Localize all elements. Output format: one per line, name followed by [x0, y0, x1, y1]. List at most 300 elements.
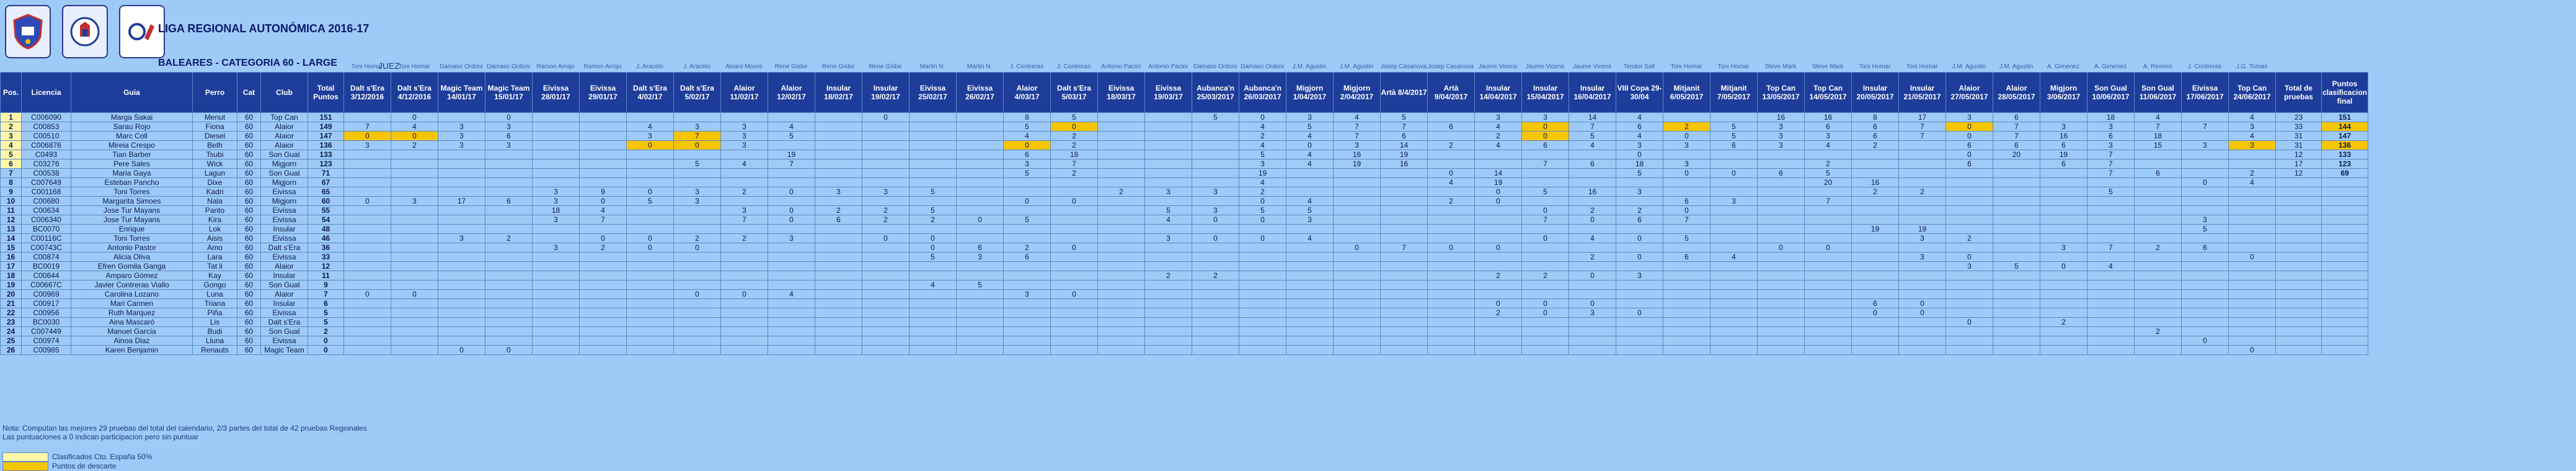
judge-name: J. Aracelo — [636, 63, 663, 70]
cell-trial-score — [438, 206, 485, 215]
cell-club: Eivissa — [261, 336, 308, 346]
cell-trial-score — [1051, 187, 1098, 197]
cell-trial-score — [533, 113, 580, 122]
cell-trial-score: 16 — [1381, 159, 1428, 169]
cell-trial-score: 2 — [1004, 243, 1051, 253]
cell-perro: Kira — [193, 215, 237, 225]
cell-trial-score: 4 — [1711, 253, 1758, 262]
cell-trial-score — [862, 150, 910, 159]
cell-guia: Alicia Oliva — [71, 253, 193, 262]
cell-trial-score: 4 — [721, 159, 768, 169]
cell-trial-score — [438, 299, 485, 308]
cell-trial-score — [1286, 318, 1334, 327]
cell-trial-score — [533, 225, 580, 234]
cell-trial-score: 3 — [2182, 215, 2229, 225]
cell-trial-score: 0 — [1946, 318, 1993, 327]
federation-logo — [5, 5, 51, 58]
cell-trial-score — [957, 206, 1004, 215]
cell-trial-score: 7 — [1334, 122, 1381, 132]
cell-pos: 2 — [1, 122, 22, 132]
cell-trial-score — [1946, 308, 1993, 318]
cell-trial-score — [485, 187, 533, 197]
cell-trial-score — [1758, 150, 1805, 159]
cell-club: Dalt s'Era — [261, 243, 308, 253]
cell-trial-score — [2040, 271, 2087, 280]
cell-trial-score — [627, 178, 674, 187]
cell-trial-score — [1616, 262, 1663, 271]
cell-cat: 60 — [237, 280, 261, 290]
cell-trial-score — [1004, 318, 1051, 327]
cell-trial-score: 3 — [1145, 187, 1192, 197]
cell-trial-score — [910, 169, 957, 178]
cell-trial-score: 4 — [580, 206, 627, 215]
cell-trial-score — [1711, 234, 1758, 243]
cell-trial-score — [768, 318, 815, 327]
cell-trial-score — [1616, 243, 1663, 253]
cell-trial-score — [485, 206, 533, 215]
cell-perro: Kay — [193, 271, 237, 280]
cell-pos: 14 — [1, 234, 22, 243]
cell-cat: 60 — [237, 327, 261, 336]
cell-trial-score — [438, 169, 485, 178]
cell-trial-score: 0 — [1522, 234, 1569, 243]
cell-trial-score: 5 — [2087, 187, 2135, 197]
cell-trial-score — [533, 327, 580, 336]
cell-cat: 60 — [237, 206, 261, 215]
cell-trial-score: 6 — [1004, 150, 1051, 159]
cell-total-pruebas — [2276, 206, 2322, 215]
judge-name: Martin N. — [967, 63, 993, 70]
cell-trial-score — [674, 169, 721, 178]
cell-trial-score — [2040, 206, 2087, 215]
cell-trial-score — [1711, 336, 1758, 346]
cell-perro: Lluna — [193, 336, 237, 346]
cell-trial-score — [1758, 234, 1805, 243]
cell-trial-score — [344, 308, 391, 318]
table-row — [1, 225, 2368, 234]
cell-trial-score — [910, 178, 957, 187]
cell-trial-score: 0 — [1239, 215, 1286, 225]
cell-cat: 60 — [237, 169, 261, 178]
cell-trial-score — [768, 262, 815, 271]
cell-trial-score — [862, 169, 910, 178]
cell-perro: Piña — [193, 308, 237, 318]
cell-trial-score — [721, 197, 768, 206]
cell-trial-score: 3 — [1522, 113, 1569, 122]
cell-trial-score — [957, 122, 1004, 132]
cell-trial-score — [2135, 299, 2182, 308]
cell-trial-score: 3 — [1286, 215, 1334, 225]
cell-trial-score: 4 — [2087, 262, 2135, 271]
cell-guia: Ruth Marquez — [71, 308, 193, 318]
cell-trial-score — [580, 290, 627, 299]
cell-trial-score: 0 — [580, 234, 627, 243]
cell-final — [2322, 206, 2368, 215]
cell-trial-score — [1004, 187, 1051, 197]
cell-trial-score — [1145, 336, 1192, 346]
cell-trial-score — [1286, 336, 1334, 346]
cell-cat: 60 — [237, 159, 261, 169]
cell-trial-score — [2087, 197, 2135, 206]
cell-guia: Aina Mascaró — [71, 318, 193, 327]
cell-trial-score: 6 — [1381, 132, 1428, 141]
cell-trial-score — [2229, 187, 2276, 197]
cell-trial-score: 2 — [815, 206, 862, 215]
cell-trial-score — [1192, 262, 1239, 271]
table-row — [1, 308, 2368, 318]
cell-trial-score — [1522, 197, 1569, 206]
cell-trial-score: 0 — [910, 243, 957, 253]
cell-trial-score — [533, 290, 580, 299]
cell-guia: Manuel García — [71, 327, 193, 336]
judge-name: Teodor Salt — [1623, 63, 1655, 70]
cell-trial-score: 5 — [1805, 169, 1852, 178]
cell-trial-score — [1616, 327, 1663, 336]
cell-trial-score — [1428, 225, 1475, 234]
cell-trial-score — [533, 280, 580, 290]
cell-trial-score: 6 — [1428, 122, 1475, 132]
cell-trial-score: 6 — [2087, 132, 2135, 141]
cell-trial-score — [1145, 113, 1192, 122]
cell-trial-score — [1899, 178, 1946, 187]
cell-trial-score — [391, 318, 438, 327]
cell-trial-score — [1192, 253, 1239, 262]
cell-trial-score — [1004, 234, 1051, 243]
cell-licencia: C00956 — [22, 308, 71, 318]
cell-total: 71 — [308, 169, 344, 178]
cell-trial-score — [1616, 336, 1663, 346]
cell-trial-score — [1711, 262, 1758, 271]
judge-name: Antonio Pacini — [1101, 63, 1141, 70]
cell-trial-score — [1899, 280, 1946, 290]
cell-trial-score — [1334, 290, 1381, 299]
cell-trial-score — [721, 169, 768, 178]
cell-trial-score — [580, 225, 627, 234]
cell-trial-score — [674, 225, 721, 234]
cell-trial-score: 0 — [862, 113, 910, 122]
cell-trial-score: 4 — [1805, 141, 1852, 150]
cell-pos: 4 — [1, 141, 22, 150]
col-header-trial: Eivissa 17/06/2017 — [2182, 73, 2229, 113]
cell-trial-score — [580, 169, 627, 178]
cell-trial-score: 0 — [1475, 243, 1522, 253]
cell-trial-score — [627, 336, 674, 346]
cell-trial-score — [1522, 346, 1569, 355]
cell-cat: 60 — [237, 234, 261, 243]
table-row — [1, 253, 2368, 262]
cell-guia: Amparo Gómez — [71, 271, 193, 280]
judge-name: J.M. Agustin — [1339, 63, 1374, 70]
cell-trial-score — [1051, 215, 1098, 225]
cell-trial-score: 0 — [1852, 308, 1899, 318]
cell-trial-score — [391, 169, 438, 178]
cell-trial-score — [580, 113, 627, 122]
cell-trial-score: 0 — [1663, 206, 1711, 215]
cell-trial-score: 3 — [1616, 187, 1663, 197]
judge-name: Rene Gisbe — [821, 63, 855, 70]
cell-trial-score — [1993, 327, 2040, 336]
table-row — [1, 290, 2368, 299]
cell-trial-score — [2040, 336, 2087, 346]
cell-perro: Lara — [193, 253, 237, 262]
cell-cat: 60 — [237, 113, 261, 122]
cell-trial-score — [1569, 280, 1616, 290]
cell-trial-score: 17 — [438, 197, 485, 206]
cell-licencia: C00644 — [22, 271, 71, 280]
cell-trial-score — [862, 122, 910, 132]
cell-licencia: C006090 — [22, 113, 71, 122]
cell-trial-score: 0 — [1428, 243, 1475, 253]
cell-total-pruebas: 12 — [2276, 169, 2322, 178]
cell-trial-score — [862, 299, 910, 308]
cell-trial-score: 2 — [1051, 132, 1098, 141]
cell-trial-score — [1805, 308, 1852, 318]
cell-trial-score: 2 — [862, 215, 910, 225]
cell-trial-score — [2229, 271, 2276, 280]
cell-trial-score — [1286, 327, 1334, 336]
cell-trial-score — [438, 253, 485, 262]
cell-total: 9 — [308, 280, 344, 290]
col-header-trial: Top Can 24/06/2017 — [2229, 73, 2276, 113]
cell-trial-score — [1993, 187, 2040, 197]
cell-trial-score — [1051, 178, 1098, 187]
cell-trial-score — [1098, 159, 1145, 169]
cell-pos: 1 — [1, 113, 22, 122]
cell-total: 55 — [308, 206, 344, 215]
cell-trial-score: 4 — [1475, 122, 1522, 132]
cell-trial-score — [1852, 327, 1899, 336]
cell-trial-score — [1711, 225, 1758, 234]
cell-trial-score — [1993, 346, 2040, 355]
cell-trial-score — [1758, 346, 1805, 355]
cell-trial-score: 2 — [1852, 141, 1899, 150]
cell-trial-score: 6 — [1616, 215, 1663, 225]
cell-cat: 60 — [237, 308, 261, 318]
cell-trial-score — [2182, 113, 2229, 122]
cell-trial-score — [768, 346, 815, 355]
cell-cat: 60 — [237, 318, 261, 327]
cell-trial-score — [910, 346, 957, 355]
cell-pos: 7 — [1, 169, 22, 178]
cell-trial-score — [1051, 262, 1098, 271]
cell-trial-score — [2182, 253, 2229, 262]
cell-trial-score — [1475, 280, 1522, 290]
cell-trial-score — [1852, 159, 1899, 169]
cell-trial-score — [1663, 150, 1711, 159]
cell-trial-score — [1334, 271, 1381, 280]
cell-trial-score — [1946, 346, 1993, 355]
cell-trial-score: 6 — [1852, 299, 1899, 308]
cell-trial-score — [1428, 253, 1475, 262]
cell-trial-score: 6 — [1663, 197, 1711, 206]
cell-trial-score: 2 — [1475, 132, 1522, 141]
cell-trial-score: 3 — [721, 206, 768, 215]
cell-trial-score — [1475, 150, 1522, 159]
cell-trial-score: 14 — [1475, 169, 1522, 178]
cell-guia: Maria Gaya — [71, 169, 193, 178]
cell-pos: 3 — [1, 132, 22, 141]
cell-club: Alaior — [261, 141, 308, 150]
cell-trial-score — [1428, 262, 1475, 271]
cell-trial-score: 0 — [2229, 253, 2276, 262]
cell-trial-score — [1192, 327, 1239, 336]
cell-trial-score — [485, 253, 533, 262]
cell-trial-score: 3 — [533, 187, 580, 197]
cell-trial-score — [2040, 234, 2087, 243]
cell-trial-score: 8 — [1004, 113, 1051, 122]
cell-trial-score: 6 — [2040, 141, 2087, 150]
cell-trial-score — [344, 262, 391, 271]
cell-trial-score — [2040, 327, 2087, 336]
cell-trial-score — [627, 280, 674, 290]
cell-trial-score: 3 — [2040, 122, 2087, 132]
cell-trial-score: 3 — [533, 243, 580, 253]
table-row — [1, 178, 2368, 187]
cell-trial-score — [1663, 271, 1711, 280]
cell-club: Insular — [261, 225, 308, 234]
cell-trial-score — [768, 178, 815, 187]
cell-trial-score — [1239, 225, 1286, 234]
cell-trial-score — [1098, 346, 1145, 355]
cell-trial-score — [438, 336, 485, 346]
cell-trial-score: 3 — [1145, 234, 1192, 243]
cell-trial-score — [438, 178, 485, 187]
cell-trial-score — [344, 299, 391, 308]
cell-trial-score: 6 — [1711, 141, 1758, 150]
cell-trial-score — [438, 290, 485, 299]
cell-pos: 12 — [1, 215, 22, 225]
cell-trial-score: 6 — [1993, 141, 2040, 150]
cell-trial-score — [1098, 132, 1145, 141]
col-header-trial: Mitjanit 7/05/2017 — [1711, 73, 1758, 113]
cell-trial-score: 3 — [2229, 141, 2276, 150]
cell-trial-score: 0 — [1239, 234, 1286, 243]
cell-trial-score: 3 — [2182, 141, 2229, 150]
cell-trial-score — [1381, 234, 1428, 243]
cell-club: Son Gual — [261, 169, 308, 178]
cell-trial-score: 3 — [1946, 113, 1993, 122]
cell-trial-score — [627, 262, 674, 271]
cell-trial-score — [2135, 318, 2182, 327]
cell-trial-score — [1334, 299, 1381, 308]
cell-trial-score: 0 — [1475, 299, 1522, 308]
cell-licencia: C00680 — [22, 197, 71, 206]
cell-trial-score: 2 — [391, 141, 438, 150]
cell-perro: Panto — [193, 206, 237, 215]
cell-trial-score: 6 — [957, 243, 1004, 253]
cell-trial-score: 5 — [1711, 122, 1758, 132]
cell-trial-score — [485, 290, 533, 299]
cell-trial-score — [1334, 215, 1381, 225]
cell-trial-score — [1711, 271, 1758, 280]
cell-final — [2322, 327, 2368, 336]
cell-trial-score — [2182, 234, 2229, 243]
cell-trial-score — [344, 225, 391, 234]
cell-trial-score: 6 — [1758, 169, 1805, 178]
cell-club: Alaior — [261, 132, 308, 141]
cell-trial-score: 0 — [1899, 308, 1946, 318]
cell-trial-score: 4 — [391, 122, 438, 132]
cell-trial-score — [1098, 141, 1145, 150]
cell-trial-score — [1522, 327, 1569, 336]
cell-trial-score — [1239, 327, 1286, 336]
cell-trial-score — [1899, 169, 1946, 178]
cell-trial-score — [1286, 280, 1334, 290]
judge-name: A. Reviero — [2143, 63, 2172, 70]
cell-trial-score — [862, 197, 910, 206]
cell-total-pruebas — [2276, 262, 2322, 271]
cell-trial-score: 19 — [1475, 178, 1522, 187]
cell-trial-score — [2229, 308, 2276, 318]
cell-trial-score — [438, 113, 485, 122]
cell-trial-score — [1805, 225, 1852, 234]
cell-guia: Antonio Pastor — [71, 243, 193, 253]
cell-trial-score — [721, 299, 768, 308]
cell-trial-score: 0 — [485, 346, 533, 355]
cell-trial-score — [1145, 253, 1192, 262]
cell-trial-score: 3 — [1805, 132, 1852, 141]
cell-trial-score — [1145, 178, 1192, 187]
cell-trial-score: 18 — [2087, 113, 2135, 122]
cell-trial-score: 5 — [1286, 122, 1334, 132]
cell-trial-score — [1663, 327, 1711, 336]
cell-trial-score — [1993, 308, 2040, 318]
table-row — [1, 234, 2368, 243]
cell-trial-score — [1993, 290, 2040, 299]
cell-cat: 60 — [237, 271, 261, 280]
cell-trial-score — [485, 215, 533, 225]
cell-trial-score: 3 — [1239, 159, 1286, 169]
cell-trial-score — [485, 318, 533, 327]
cell-trial-score — [533, 271, 580, 280]
cell-trial-score — [1805, 299, 1852, 308]
cell-perro: Dixe — [193, 178, 237, 187]
table-row — [1, 150, 2368, 159]
cell-trial-score — [815, 169, 862, 178]
cell-trial-score — [957, 271, 1004, 280]
cell-trial-score — [1381, 206, 1428, 215]
cell-trial-score — [485, 150, 533, 159]
cell-trial-score — [2182, 132, 2229, 141]
cell-trial-score — [2182, 262, 2229, 271]
cell-trial-score — [1475, 225, 1522, 234]
cell-trial-score: 7 — [2087, 150, 2135, 159]
cell-trial-score — [910, 318, 957, 327]
cell-pos: 8 — [1, 178, 22, 187]
cell-trial-score: 3 — [721, 141, 768, 150]
cell-trial-score — [910, 113, 957, 122]
col-header-trial: Insular 20/05/2017 — [1852, 73, 1899, 113]
cell-trial-score — [815, 122, 862, 132]
cell-trial-score — [485, 280, 533, 290]
cell-trial-score: 4 — [2229, 113, 2276, 122]
cell-trial-score — [910, 225, 957, 234]
col-header-trial: Insular 15/04/2017 — [1522, 73, 1569, 113]
cell-trial-score — [910, 132, 957, 141]
cell-trial-score — [580, 271, 627, 280]
cell-licencia: C006876 — [22, 141, 71, 150]
cell-trial-score — [2135, 253, 2182, 262]
cell-total: 0 — [308, 346, 344, 355]
cell-pos: 13 — [1, 225, 22, 234]
cell-trial-score: 14 — [1569, 113, 1616, 122]
cell-total-pruebas: 12 — [2276, 150, 2322, 159]
cell-total: 65 — [308, 187, 344, 197]
cell-trial-score — [815, 346, 862, 355]
cell-trial-score — [1993, 280, 2040, 290]
cell-trial-score — [674, 215, 721, 225]
cell-trial-score — [1192, 141, 1239, 150]
